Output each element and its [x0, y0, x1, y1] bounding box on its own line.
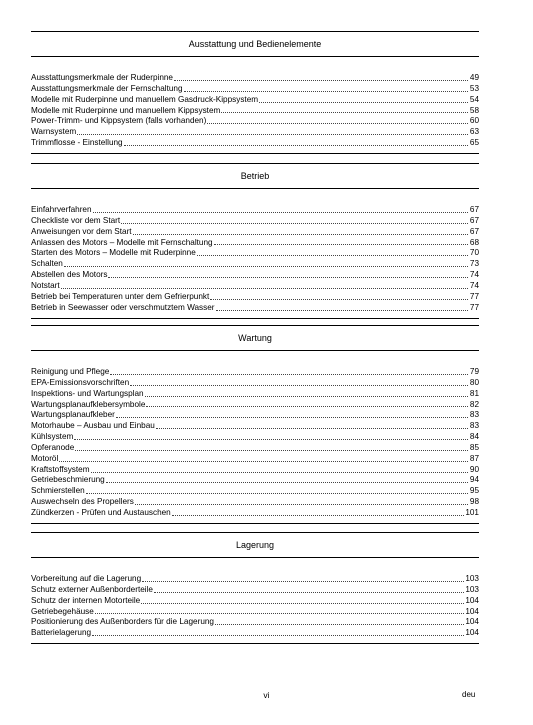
entry-title: Einfahrverfahren: [31, 205, 92, 214]
entry-page-number: 83: [469, 410, 479, 420]
dot-leader: [197, 255, 468, 256]
entry-title: Vorbereitung auf die Lagerung: [31, 574, 142, 583]
section-heading: Ausstattung und Bedienelemente: [31, 31, 479, 57]
dot-leader: [108, 277, 468, 278]
entry-title: Getriebegehäuse: [31, 606, 94, 616]
entry-page-number: 53: [469, 83, 479, 93]
entry-title: Inspektions- und Wartungsplan: [31, 388, 144, 398]
entry-title: Reinigung und Pflege: [31, 367, 110, 376]
entry-page-number: 67: [469, 215, 479, 225]
dot-leader: [142, 581, 464, 582]
section-rule: [31, 153, 479, 154]
entry-title: Starten des Motors – Modelle mit Ruderpinne: [31, 248, 196, 258]
section-rule: [31, 643, 479, 644]
dot-leader: [184, 91, 468, 92]
dot-leader: [61, 288, 468, 289]
entry-list: [31, 367, 479, 519]
entry-page-number: 67: [469, 226, 479, 236]
entry-title: Positionierung des Außenborders für die Lagerung: [31, 617, 214, 627]
entry-page-number: 94: [469, 475, 479, 485]
toc-entry[interactable]: [31, 389, 479, 400]
dot-leader: [75, 450, 468, 451]
entry-title: Checkliste vor dem Start: [31, 215, 121, 225]
dot-leader: [130, 385, 468, 386]
entry-page-number: 68: [469, 237, 479, 247]
toc-section: [31, 325, 479, 519]
entry-page-number: 67: [469, 205, 479, 214]
toc-entry[interactable]: [31, 292, 479, 303]
entry-page-number: 103: [465, 584, 479, 594]
toc-section: [31, 31, 479, 149]
entry-page-number: 104: [465, 628, 479, 638]
toc-entry[interactable]: [31, 475, 479, 486]
dot-leader: [145, 396, 468, 397]
dot-leader: [221, 112, 468, 113]
toc-entry[interactable]: [31, 443, 479, 454]
dot-leader: [121, 223, 468, 224]
dot-leader: [92, 635, 464, 636]
entry-title: Schutz der internen Motorteile: [31, 595, 141, 605]
toc-entry[interactable]: [31, 628, 479, 639]
toc-entry[interactable]: [31, 303, 479, 314]
toc-entry[interactable]: [31, 106, 479, 117]
toc-entry[interactable]: [31, 116, 479, 127]
dot-leader: [77, 134, 468, 135]
entry-page-number: 49: [469, 73, 479, 82]
entry-page-number: 60: [469, 116, 479, 126]
entry-page-number: 58: [469, 105, 479, 115]
entry-page-number: 101: [465, 507, 479, 517]
dot-leader: [59, 461, 468, 462]
dot-leader: [124, 145, 468, 146]
dot-leader: [216, 310, 468, 311]
toc-entry[interactable]: [31, 84, 479, 95]
entry-title: Schutz externer Außenborderteile: [31, 584, 153, 594]
dot-leader: [259, 102, 468, 103]
toc-entry[interactable]: [31, 454, 479, 465]
dot-leader: [116, 417, 468, 418]
toc-entry[interactable]: [31, 486, 479, 497]
toc-entry[interactable]: [31, 497, 479, 508]
entry-title: Getriebeschmierung: [31, 475, 105, 485]
entry-page-number: 104: [465, 617, 479, 627]
toc-entry[interactable]: [31, 127, 479, 138]
entry-page-number: 65: [469, 138, 479, 148]
dot-leader: [210, 299, 468, 300]
dot-leader: [93, 212, 468, 213]
dot-leader: [91, 472, 468, 473]
toc-entry[interactable]: [31, 574, 479, 585]
entry-page-number: 80: [469, 377, 479, 387]
entry-page-number: 74: [469, 280, 479, 290]
toc-entry[interactable]: [31, 617, 479, 628]
section-heading: Betrieb: [31, 163, 479, 189]
section-heading: Lagerung: [31, 532, 479, 558]
entry-list: [31, 73, 479, 149]
dot-leader: [64, 266, 468, 267]
dot-leader: [110, 374, 468, 375]
toc-entry[interactable]: [31, 95, 479, 106]
language-code: deu: [462, 690, 476, 699]
entry-page-number: 104: [465, 595, 479, 605]
toc-entry[interactable]: [31, 138, 479, 149]
toc-entry[interactable]: [31, 205, 479, 216]
entry-title: Batterielagerung: [31, 628, 92, 638]
entry-title: Motorhaube – Ausbau und Einbau: [31, 421, 155, 431]
entry-page-number: 84: [469, 432, 479, 442]
entry-title: Modelle mit Ruderpinne und manuellem Kippsystem: [31, 105, 221, 115]
entry-title: Power-Trimm- und Kippsystem (falls vorhanden): [31, 116, 207, 126]
toc-entry[interactable]: [31, 607, 479, 618]
entry-page-number: 74: [469, 270, 479, 280]
entry-title: Auswechseln des Propellers: [31, 497, 134, 507]
dot-leader: [174, 80, 468, 81]
toc-entry[interactable]: [31, 378, 479, 389]
toc-entry[interactable]: [31, 465, 479, 476]
toc-entry[interactable]: [31, 216, 479, 227]
entry-title: EPA-Emissionsvorschriften: [31, 377, 130, 387]
toc-entry[interactable]: [31, 270, 479, 281]
toc-entry[interactable]: [31, 508, 479, 519]
dot-leader: [215, 624, 464, 625]
dot-leader: [106, 482, 468, 483]
entry-title: Betrieb bei Temperaturen unter dem Gefrierpunkt: [31, 291, 210, 301]
dot-leader: [74, 439, 468, 440]
entry-page-number: 77: [469, 291, 479, 301]
dot-leader: [156, 428, 468, 429]
entry-page-number: 83: [469, 421, 479, 431]
entry-page-number: 87: [469, 453, 479, 463]
toc-entry[interactable]: [31, 432, 479, 443]
entry-title: Ausstattungsmerkmale der Fernschaltung: [31, 83, 183, 93]
entry-page-number: 79: [469, 367, 479, 376]
entry-page-number: 104: [465, 606, 479, 616]
dot-leader: [86, 493, 468, 494]
entry-title: Motoröl: [31, 453, 59, 463]
dot-leader: [133, 234, 468, 235]
toc-entry[interactable]: [31, 248, 479, 259]
toc-section: [31, 163, 479, 313]
entry-page-number: 73: [469, 259, 479, 269]
section-rule: [31, 523, 479, 524]
entry-page-number: 85: [469, 442, 479, 452]
toc-entry[interactable]: [31, 259, 479, 270]
entry-title: Modelle mit Ruderpinne und manuellem Gasdruck-Kippsystem: [31, 94, 259, 104]
entry-title: Ausstattungsmerkmale der Ruderpinne: [31, 73, 173, 82]
entry-page-number: 95: [469, 486, 479, 496]
toc-entry[interactable]: [31, 367, 479, 378]
entry-title: Anweisungen vor dem Start: [31, 226, 132, 236]
entry-title: Kraftstoffsystem: [31, 464, 90, 474]
entry-title: Kühlsystem: [31, 432, 74, 442]
entry-title: Wartungsplanaufklebersymbole: [31, 399, 146, 409]
entry-page-number: 82: [469, 399, 479, 409]
dot-leader: [141, 603, 464, 604]
toc-entry[interactable]: [31, 596, 479, 607]
toc-entry[interactable]: [31, 238, 479, 249]
entry-page-number: 81: [469, 388, 479, 398]
section-rule: [31, 318, 479, 319]
entry-page-number: 103: [465, 574, 479, 583]
entry-title: Wartungsplanaufkleber: [31, 410, 115, 420]
entry-title: Betrieb in Seewasser oder verschmutztem Wasser: [31, 302, 215, 312]
dot-leader: [172, 515, 465, 516]
dot-leader: [146, 406, 468, 407]
entry-title: Trimmflosse - Einstellung: [31, 138, 123, 148]
entry-page-number: 98: [469, 497, 479, 507]
toc-section: [31, 532, 479, 639]
entry-title: Schmierstellen: [31, 486, 85, 496]
section-heading: Wartung: [31, 325, 479, 351]
entry-page-number: 77: [469, 302, 479, 312]
toc-entry[interactable]: [31, 585, 479, 596]
entry-title: Opferanode: [31, 442, 75, 452]
entry-title: Warnsystem: [31, 127, 77, 137]
toc-entry[interactable]: [31, 400, 479, 411]
entry-page-number: 54: [469, 94, 479, 104]
entry-title: Schalten: [31, 259, 63, 269]
toc-entry[interactable]: [31, 421, 479, 432]
toc-entry[interactable]: [31, 227, 479, 238]
entry-title: Anlassen des Motors – Modelle mit Fernschaltung: [31, 237, 213, 247]
entry-title: Notstart: [31, 280, 60, 290]
entry-page-number: 70: [469, 248, 479, 258]
dot-leader: [95, 613, 465, 614]
entry-page-number: 63: [469, 127, 479, 137]
toc-entry[interactable]: [31, 410, 479, 421]
entry-title: Zündkerzen - Prüfen und Austauschen: [31, 507, 171, 517]
toc-entry[interactable]: [31, 281, 479, 292]
entry-list: [31, 574, 479, 639]
dot-leader: [135, 504, 468, 505]
entry-page-number: 90: [469, 464, 479, 474]
entry-list: [31, 205, 479, 313]
dot-leader: [154, 592, 464, 593]
toc-entry[interactable]: [31, 73, 479, 84]
page-number: vi: [263, 690, 270, 700]
dot-leader: [207, 123, 468, 124]
dot-leader: [214, 244, 468, 245]
entry-title: Abstellen des Motors: [31, 270, 108, 280]
